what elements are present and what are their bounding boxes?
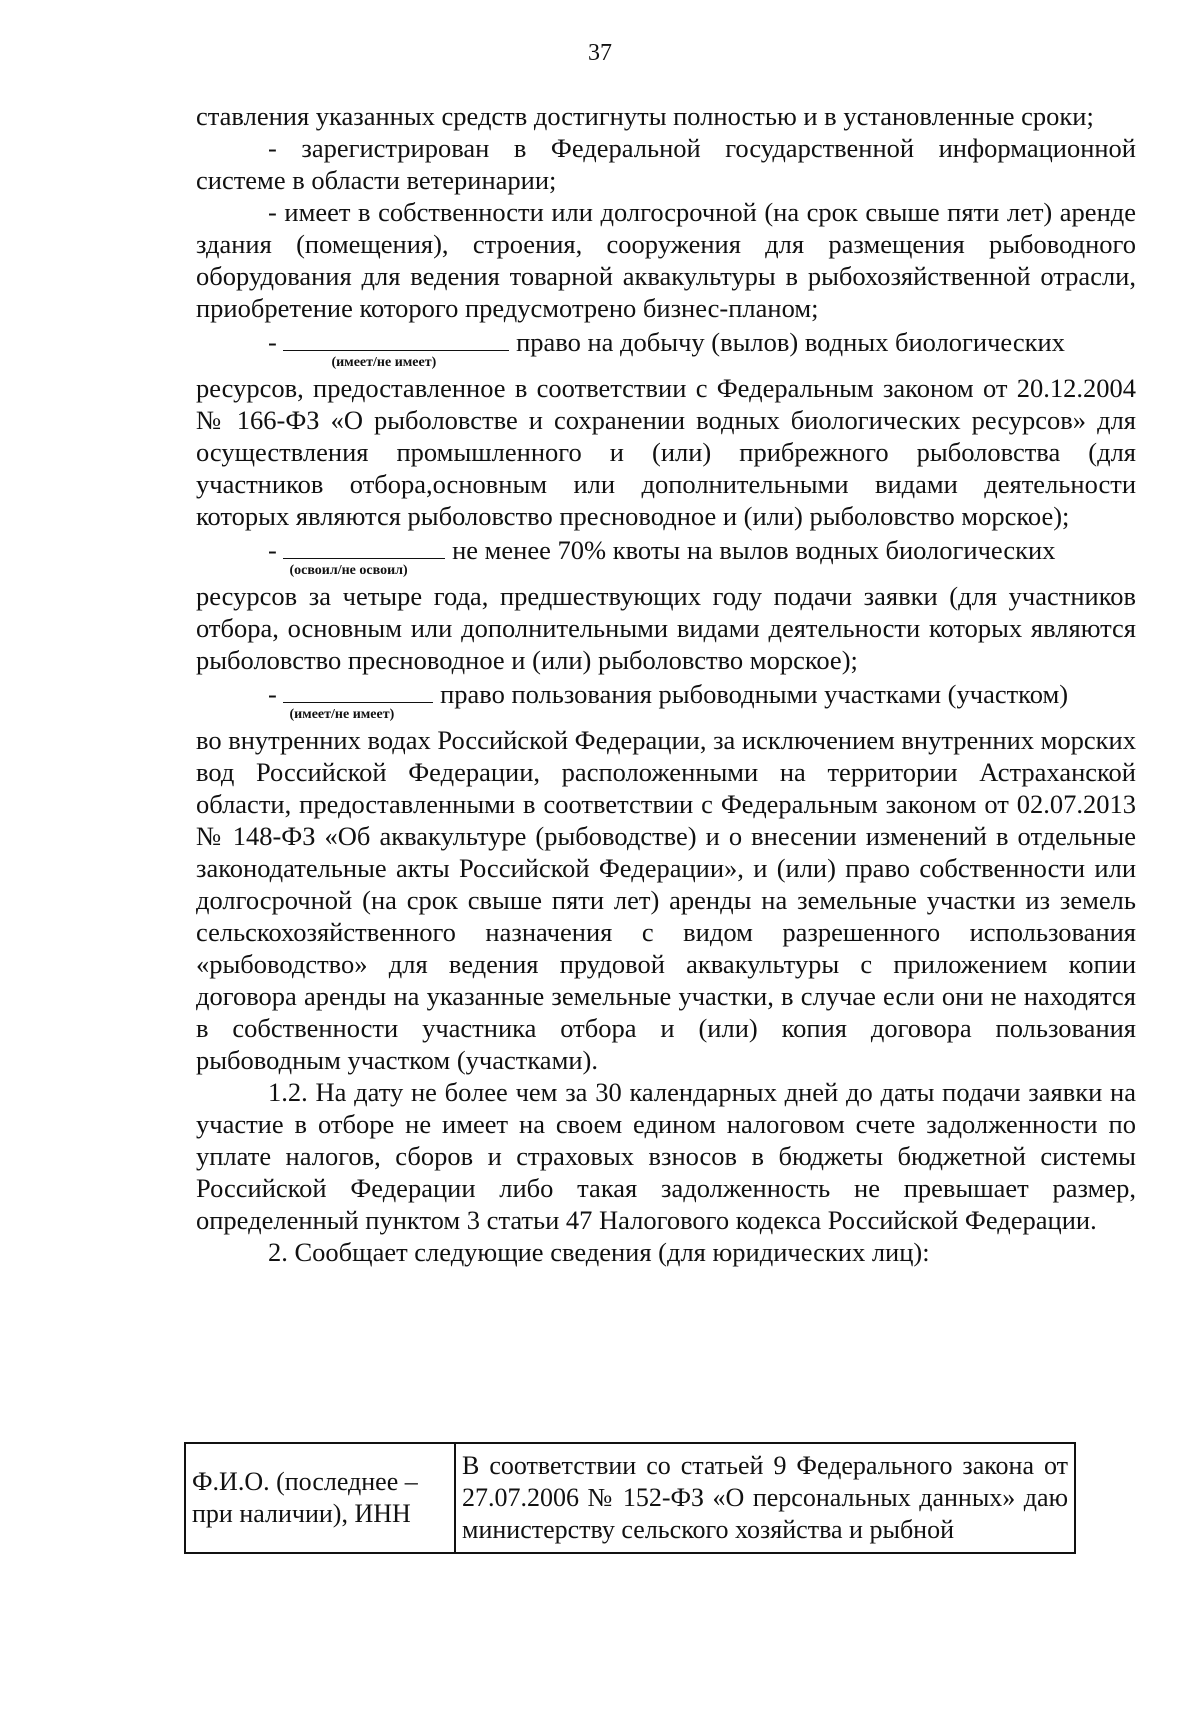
table-cell-consent: В соответствии со статьей 9 Федерального закона от 27.07.2006 № 152-ФЗ «О персональных данных» даю министерству сельского хозяйства и рыбной	[455, 1443, 1075, 1553]
paragraph-tax-debt: 1.2. На дату не более чем за 30 календарных дней до даты подачи заявки на участие в отборе не имеет на своем едином налоговом счете задолженности по уплате налогов, сборов и страховых взносов в бюджеты бюджетной системы Российской Федерации либо такая задолженность не превышает размер, определенный пунктом 3 статьи 47 Налогового кодекса Российской Федерации.	[196, 1077, 1136, 1235]
blank-caption: (имеет/не имеет)	[289, 707, 395, 722]
page-number: 37	[588, 40, 612, 66]
blank-fishing-right[interactable]	[283, 324, 509, 370]
paragraph-fishing-law: ресурсов, предоставленное в соответствии с Федеральным законом от 20.12.2004 № 166-ФЗ «О рыболовстве и сохранении водных биологических ресурсов» для осуществления промышленного и (или) прибрежного рыболовства (для участников отбора,основным или дополнительными видами деятельности которых являются рыболовство пресноводное и (или) рыболовство морское);	[196, 373, 1136, 531]
blank-aquaculture-plots[interactable]	[283, 676, 433, 722]
paragraph-quota: ресурсов за четыре года, предшествующих году подачи заявки (для участников отбора, основным или дополнительными видами деятельности которых являются рыболовство пресноводное и (или) рыболовство морское);	[196, 581, 1136, 675]
fill-row-text: право на добычу (вылов) водных биологических	[516, 327, 1065, 357]
paragraph-continuation: ставления указанных средств достигнуты полностью и в установленные сроки;	[196, 101, 1094, 131]
fill-row-text: право пользования рыбоводными участками (участком)	[440, 679, 1069, 709]
paragraph-property: - имеет в собственности или долгосрочной (на срок свыше пяти лет) аренде здания (помещения), строения, сооружения для размещения рыбоводного оборудования для ведения товарной аквакультуры в рыбохозяйственной отрасли, приобретение которого предусмотрено бизнес-планом;	[196, 197, 1136, 323]
dash: -	[268, 327, 277, 357]
table-cell-label: Ф.И.О. (последнее – при наличии), ИНН	[185, 1443, 455, 1553]
document-body	[196, 100, 1136, 1268]
dash: -	[268, 535, 277, 565]
blank-quota[interactable]	[283, 532, 445, 578]
dash: -	[268, 679, 277, 709]
blank-caption: (освоил/не освоил)	[289, 563, 408, 578]
blank-caption: (имеет/не имеет)	[331, 355, 437, 370]
fill-row-fishing-right	[196, 324, 1136, 370]
fill-row-aquaculture-plots	[196, 676, 1136, 722]
paragraph-aquaculture-law: во внутренних водах Российской Федерации, за исключением внутренних морских вод Российской Федерации, расположенными на территории Астраханской области, предоставленными в соответствии с Федеральным законом от 02.07.2013 № 148-ФЗ «Об аквакультуре (рыбоводстве) и о внесении изменений в отдельные законодательные акты Российской Федерации», и (или) право собственности или долгосрочной (на срок свыше пяти лет) аренды на земельные участки из земель сельскохозяйственного назначения с видом разрешенного использования «рыбоводство» для ведения прудовой аквакультуры с приложением копии договора аренды на указанные земельные участки, в случае если они не находятся в собственности участника отбора и (или) копия договора пользования рыбоводным участком (участками).	[196, 725, 1136, 1075]
paragraph-vet-registration: - зарегистрирован в Федеральной государственной информационной системе в области ветеринарии;	[196, 133, 1136, 195]
fill-row-text: не менее 70% квоты на вылов водных биологических	[452, 535, 1056, 565]
info-table	[184, 1442, 1076, 1554]
table-row	[185, 1443, 1075, 1553]
fill-row-quota	[196, 532, 1136, 578]
paragraph-legal-entities: 2. Сообщает следующие сведения (для юридических лиц):	[268, 1237, 930, 1267]
